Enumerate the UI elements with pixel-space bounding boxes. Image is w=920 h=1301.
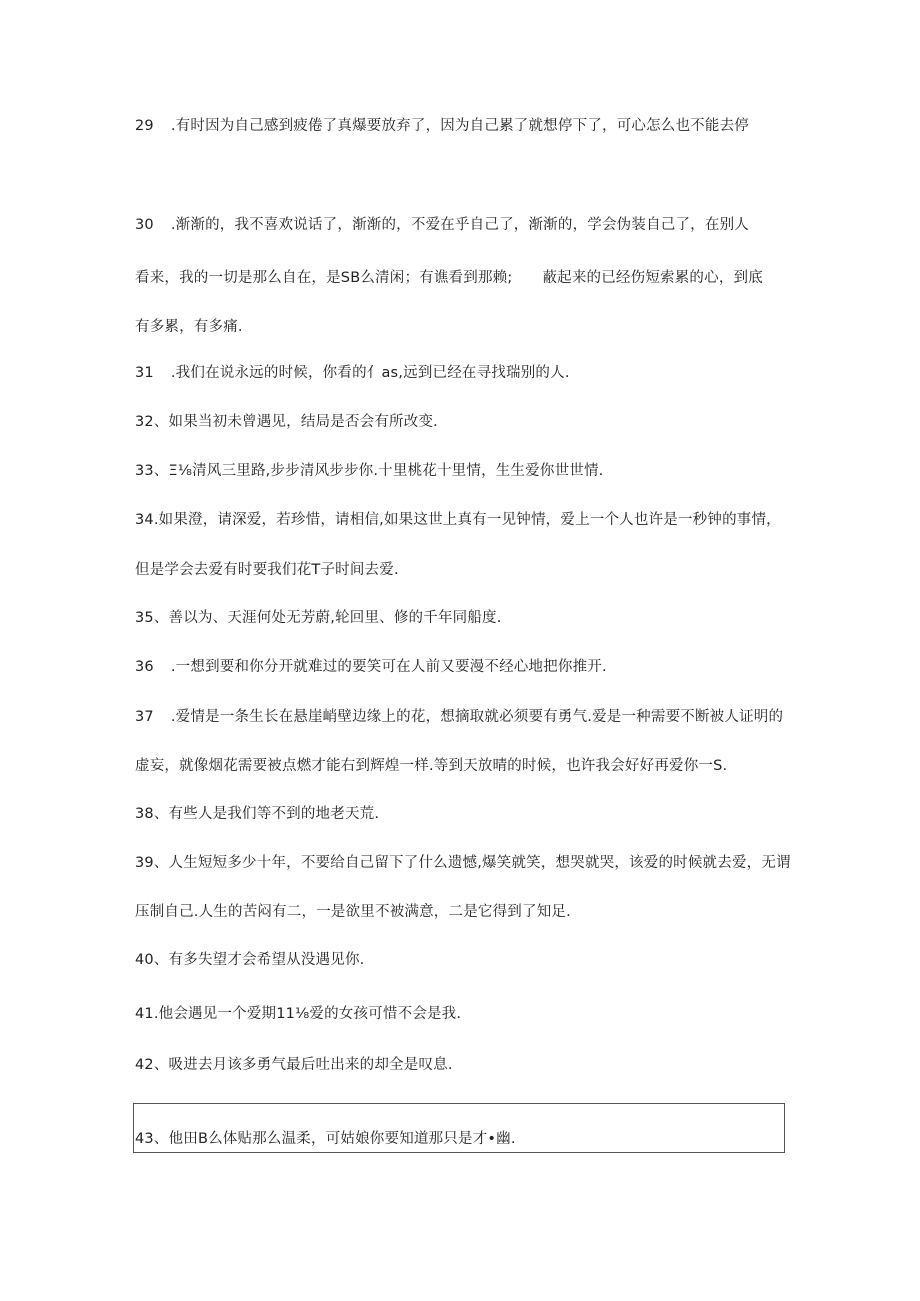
item-34-line-2 (135, 560, 399, 580)
item-34 (135, 510, 781, 530)
item-text: .我们在说永远的时候，你看的亻as,远到已经在寻找瑞别的人. (170, 365, 570, 381)
item-42 (135, 1055, 453, 1075)
item-text: 43、他田B么体贴那么温柔，可姑娘你要知道那只是才•幽. (135, 1131, 516, 1147)
item-number: 36 (135, 659, 154, 675)
item-39-line-2 (135, 902, 571, 922)
item-text: .渐渐的，我不喜欢说话了，渐渐的，不爱在乎自己了，渐渐的，学会伪装自己了，在别人 (170, 217, 749, 233)
item-number: 31 (135, 365, 154, 381)
item-text: 39、人生短短多少十年，不要给自己留下了什么遗憾,爆笑就笑，想哭就哭，该爱的时候就去爱，无谓 (135, 855, 791, 871)
item-text: .有时因为自己感到疲倦了真爆要放弃了，因为自己累了就想停下了，可心怎么也不能去停 (170, 118, 749, 134)
item-text: 压制自己.人生的苦闷有二，一是欲里不被满意，二是它得到了知足. (135, 904, 571, 920)
item-text: .一想到要和你分开就难过的要笑可在人前又要漫不经心地把你推开. (170, 659, 607, 675)
item-38 (135, 804, 379, 824)
item-number: 30 (135, 217, 154, 233)
item-30-line-2 (135, 268, 763, 288)
item-text: 42、吸进去月该多勇气最后吐出来的却全是叹息. (135, 1057, 453, 1073)
item-text: 35、善以为、天涯何处无芳蔚,轮回里、修的千年同船度. (135, 610, 502, 626)
item-text: 但是学会去爱有时要我们花T子时间去爱. (135, 562, 399, 578)
item-37 (135, 707, 783, 727)
item-36 (135, 657, 607, 677)
item-text-continued: 蔽起来的已经伤短索累的心，到底 (542, 270, 763, 286)
item-number: 29 (135, 118, 154, 134)
item-text: 看来，我的一切是那么自在，是SB么清闲；有谯看到那赖; (135, 270, 513, 286)
item-37-line-2 (135, 756, 727, 776)
item-39 (135, 853, 791, 873)
item-text: 34.如果澄，请深爱，若珍惜，请相信,如果这世上真有一见钟情，爱上一个人也许是一秒钟的事情， (135, 512, 781, 528)
item-43 (135, 1129, 516, 1149)
item-text: 41.他会遇见一个爱期11⅛爱的女孩可惜不会是我. (135, 1006, 462, 1022)
item-number: 37 (135, 709, 154, 725)
item-text: 33、Ξ⅛清风三里路,步步清风步步你.十里桃花十里情，生生爱你世世情. (135, 463, 604, 479)
item-text: 有多累，有多痛. (135, 319, 243, 335)
item-text: 40、有多失望才会希望从没遇见你. (135, 952, 365, 968)
item-text: .爱情是一条生长在悬崖峭壁边缘上的花，想摘取就必须要有勇气.爱是一种需要不断被人证明的 (170, 709, 784, 725)
item-31 (135, 363, 570, 383)
item-41 (135, 1004, 461, 1024)
item-30 (135, 215, 749, 235)
item-33 (135, 461, 604, 481)
item-text: 32、如果当初未曾遇见，结局是否会有所改变. (135, 414, 438, 430)
item-29 (135, 116, 749, 136)
item-32 (135, 412, 438, 432)
item-30-line-3 (135, 317, 243, 337)
item-40 (135, 950, 364, 970)
item-text: 38、有些人是我们等不到的地老天荒. (135, 806, 380, 822)
item-35 (135, 608, 502, 628)
boxed-item-43 (133, 1103, 785, 1153)
item-text: 虚妄，就像烟花需要被点燃才能右到辉煌一样.等到天放晴的时候，也许我会好好再爱你一S. (135, 758, 728, 774)
